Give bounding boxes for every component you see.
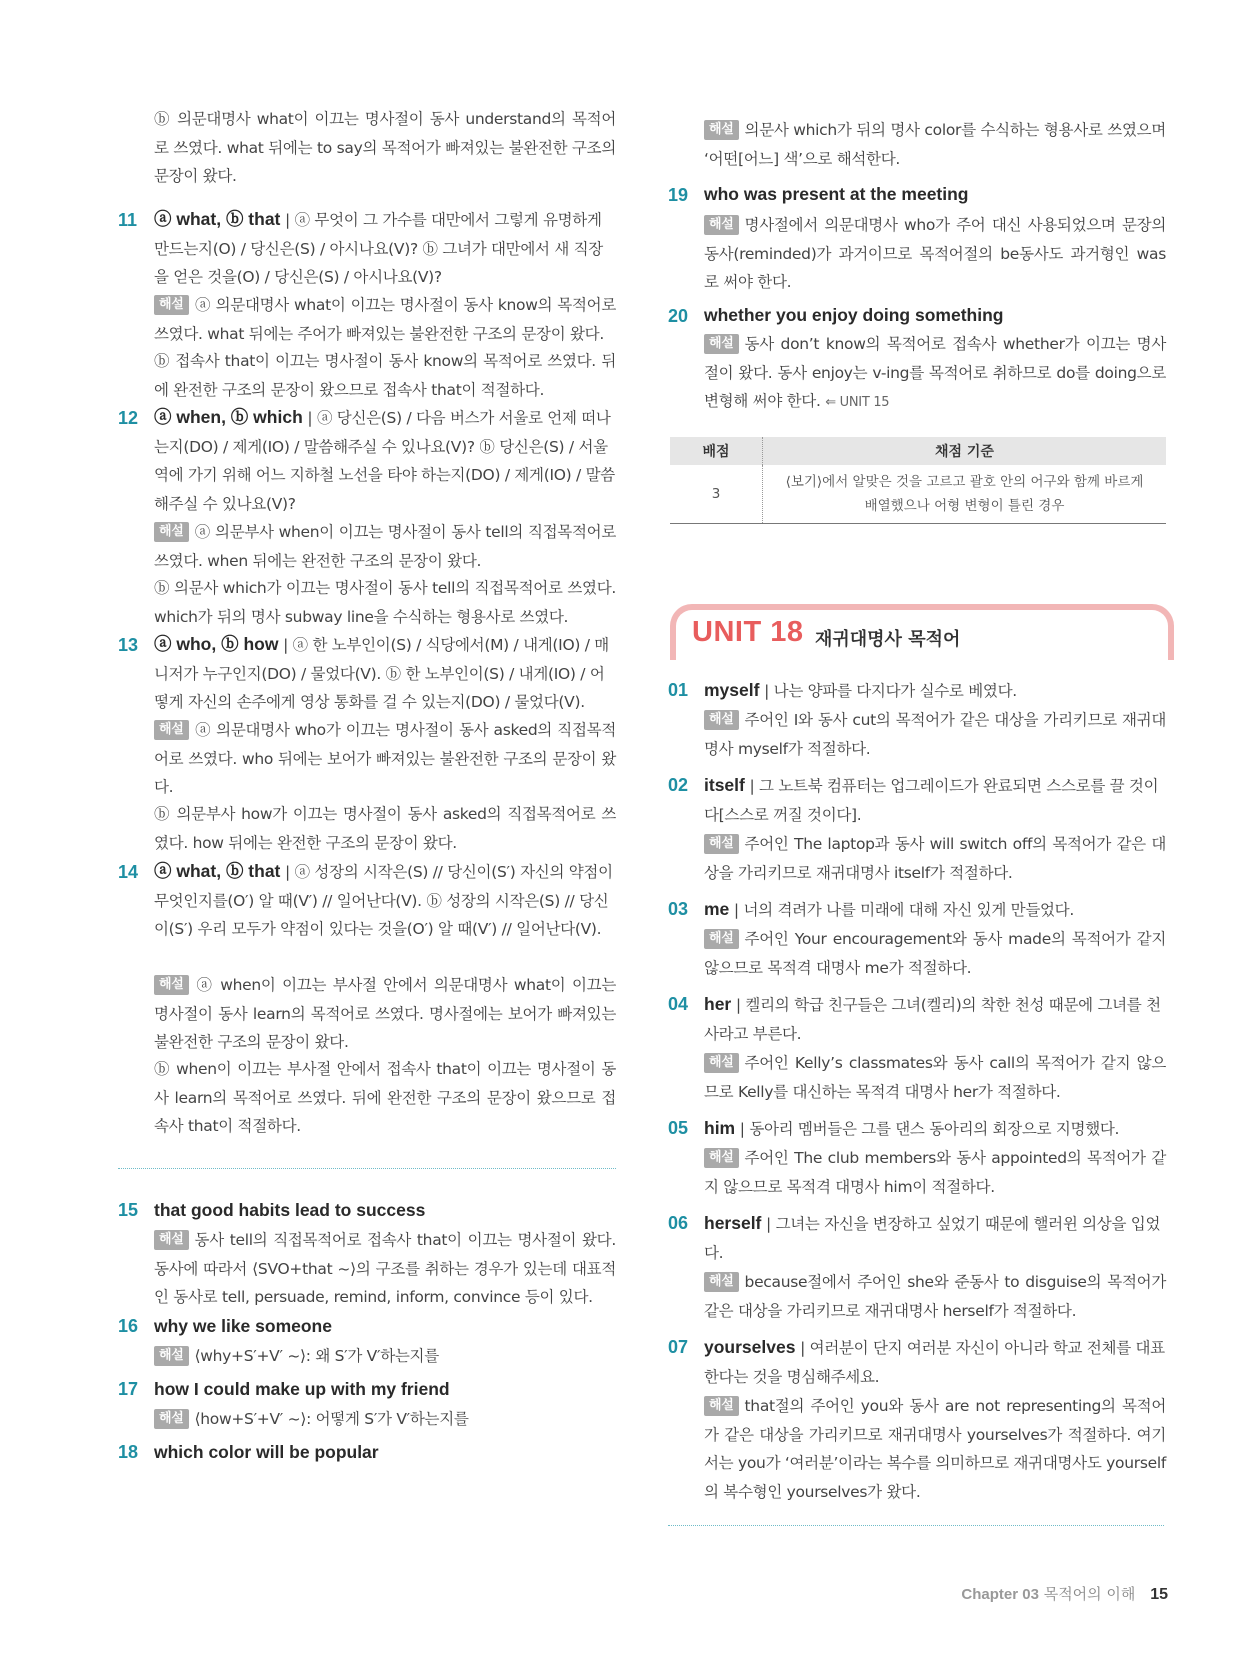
unit-reference: ⇐ UNIT 15 — [825, 395, 890, 410]
answer: which color will be popular — [154, 1442, 379, 1462]
explanation: 해설 동사 tell의 직접목적어로 접속사 that이 이끄는 명사절이 왔다. 동사에 따라서 ⟨SVO+that ~⟩의 구조를 취하는 경우가 있는데 대표적인 동사로 tell, persuade, remind, inform, convince 등이 있다. — [154, 1231, 616, 1306]
explanation-badge: 해설 — [704, 834, 739, 854]
answer: yourselves — [704, 1337, 796, 1357]
translation: ⓐ 성장의 시작은(S) // 당신이(S′) 자신의 약점이 무엇인지를(O′) 알 때(V′) // 일어난다(V). ⓑ 성장의 시작은(S) // 당신이(S′) 우리 모두가 약점이 있다는 것을(O′) 알 때(V′) // 일어난다(V). — [154, 863, 613, 938]
unit-title: UNIT 18 — [692, 616, 804, 648]
explanation: 해설 ⓐ 의문부사 when이 이끄는 명사절이 동사 tell의 직접목적어로 쓰였다. when 뒤에는 완전한 구조의 문장이 왔다. — [154, 523, 616, 570]
explanation: 해설 주어인 Your encouragement와 동사 made의 목적어가 같지 않으므로 목적격 대명사 me가 적절하다. — [704, 930, 1166, 977]
explanation-badge: 해설 — [704, 215, 739, 235]
explanation-badge: 해설 — [154, 1409, 189, 1429]
unit18-item-01: myself | 나는 양파를 다지다가 실수로 베였다. — [704, 680, 1017, 700]
explanation: 해설 ⟨how+S′+V′ ~⟩: 어떻게 S′가 V′하는지를 — [154, 1405, 616, 1434]
question-12: ⓐ when, ⓑ which | ⓐ 당신은(S) / 다음 버스가 서울로 언제 떠나는지(DO) / 제게(IO) / 말씀해주실 수 있나요(V)? ⓑ 당신은(S) / 서울역에 가기 위해 어느 지하철 노선을 타야 하는지(DO) / 제게(IO) / 말씀해주실 수 있나요(V)? — [154, 407, 615, 513]
answer: ⓐ when, ⓑ which — [154, 407, 303, 427]
criteria-header: 채점 기준 — [763, 437, 1167, 465]
question-number: 01 — [668, 680, 689, 700]
unit18-item-07: yourselves | 여러분이 단지 여러분 자신이 아니라 학교 전체를 대표한다는 것을 명심해주세요. — [704, 1337, 1165, 1386]
explanation-badge: 해설 — [704, 120, 739, 140]
explanation-badge: 해설 — [704, 1272, 739, 1292]
question-number: 13 — [118, 635, 139, 655]
question-number: 17 — [118, 1379, 139, 1399]
question-13: ⓐ who, ⓑ how | ⓐ 한 노부인이(S) / 식당에서(M) / 내게(IO) / 매니저가 누구인지(DO) / 물었다(V). ⓑ 한 노부인이(S) / 내게(IO) / 어떻게 자신의 손주에게 영상 통화를 걸 수 있는지(DO) / 물었다(V). — [154, 634, 609, 711]
explanation: 해설 주어인 Kelly’s classmates와 동사 call의 목적어가 같지 않으므로 Kelly를 대신하는 목적격 대명사 her가 적절하다. — [704, 1054, 1166, 1101]
question-17 — [154, 1375, 616, 1405]
explanation: 해설 주어인 The laptop과 동사 will switch off의 목적어가 같은 대상을 가리키므로 재귀대명사 itself가 적절하다. — [704, 835, 1166, 882]
question-number: 07 — [668, 1337, 689, 1357]
page-footer — [961, 1583, 1168, 1604]
question-16 — [154, 1312, 616, 1342]
explanation: 해설 명사절에서 의문대명사 who가 주어 대신 사용되었으며 문장의 동사(reminded)가 과거이므로 목적어절의 be동사도 과거형인 was로 써야 한다. — [704, 216, 1166, 291]
question-number: 19 — [668, 185, 689, 205]
question-19 — [704, 180, 1166, 210]
question-number: 02 — [668, 775, 689, 795]
question-number: 06 — [668, 1213, 689, 1233]
score-value: 3 — [670, 465, 763, 524]
question-18 — [154, 1438, 616, 1468]
translation: ⓐ 한 노부인이(S) / 식당에서(M) / 내게(IO) / 매니저가 누구인지(DO) / 물었다(V). ⓑ 한 노부인이(S) / 내게(IO) / 어떻게 자신의 손주에게 영상 통화를 걸 수 있는지(DO) / 물었다(V). — [154, 636, 609, 711]
score-header: 배점 — [670, 437, 763, 465]
unit18-item-06: herself | 그녀는 자신을 변장하고 싶었기 때문에 핼러윈 의상을 입었다. — [704, 1213, 1161, 1262]
question-number: 03 — [668, 899, 689, 919]
question-number: 12 — [118, 408, 139, 428]
explanation: 해설 ⓐ when이 이끄는 부사절 안에서 의문대명사 what이 이끄는 명사절이 동사 learn의 목적어로 쓰였다. 명사절에는 보어가 빠져있는 불완전한 구조의 문장이 왔다. — [154, 976, 616, 1051]
answer: herself — [704, 1213, 762, 1233]
question-15 — [154, 1196, 616, 1226]
section-divider — [668, 1525, 1164, 1526]
explanation-badge: 해설 — [154, 975, 189, 995]
explanation-badge: 해설 — [704, 334, 739, 354]
explanation: 해설 ⟨why+S′+V′ ~⟩: 왜 S′가 V′하는지를 — [154, 1342, 616, 1371]
answer: ⓐ what, ⓑ that — [154, 209, 281, 229]
answer: how I could make up with my friend — [154, 1379, 450, 1399]
unit18-item-02: itself | 그 노트북 컴퓨터는 업그레이드가 완료되면 스스로를 끌 것이다[스스로 꺼질 것이다]. — [704, 775, 1159, 824]
explanation: 해설 주어인 I와 동사 cut의 목적어가 같은 대상을 가리키므로 재귀대명사 myself가 적절하다. — [704, 711, 1166, 758]
explanation-badge: 해설 — [154, 295, 189, 315]
translation: ⓐ 당신은(S) / 다음 버스가 서울로 언제 떠나는지(DO) / 제게(IO) / 말씀해주실 수 있나요(V)? ⓑ 당신은(S) / 서울역에 가기 위해 어느 지하철 노선을 타야 하는지(DO) / 제게(IO) / 말씀해주실 수 있나요(V)? — [154, 409, 615, 513]
question-number: 15 — [118, 1200, 139, 1220]
unit18-item-05: him | 동아리 멤버들은 그를 댄스 동아리의 회장으로 지명했다. — [704, 1118, 1120, 1138]
explanation-b: ⓑ 의문사 which가 이끄는 명사절이 동사 tell의 직접목적어로 쓰였다. which가 뒤의 명사 subway line을 수식하는 형용사로 쓰였다. — [154, 579, 616, 626]
question-number: 05 — [668, 1118, 689, 1138]
chapter-title: 목적어의 이해 — [1043, 1585, 1136, 1603]
question-11: ⓐ what, ⓑ that | ⓐ 무엇이 그 가수를 대만에서 그렇게 유명하게 만드는지(O) / 당신은(S) / 아시나요(V)? ⓑ 그녀가 대만에서 새 직장을 얻은 것을(O) / 당신은(S) / 아시나요(V)? — [154, 209, 603, 286]
question-number: 14 — [118, 862, 139, 882]
explanation-b: ⓑ 접속사 that이 이끄는 명사절이 동사 know의 목적어로 쓰였다. 뒤에 완전한 구조의 문장이 왔으므로 접속사 that이 적절하다. — [154, 352, 616, 399]
question-number: 16 — [118, 1316, 139, 1336]
unit18-item-03: me | 너의 격려가 나를 미래에 대해 자신 있게 만들었다. — [704, 899, 1074, 919]
question-number: 18 — [118, 1442, 139, 1462]
unit18-item-04: her | 켈리의 학급 친구들은 그녀(켈리)의 착한 천성 때문에 그녀를 천사라고 부른다. — [704, 994, 1161, 1043]
explanation-badge: 해설 — [704, 929, 739, 949]
explanation-b: ⓑ when이 이끄는 부사절 안에서 접속사 that이 이끄는 명사절이 동사 learn의 목적어로 쓰였다. 뒤에 완전한 구조의 문장이 왔으므로 접속사 that이 적절하다. — [154, 1060, 616, 1135]
explanation: 해설 that절의 주어인 you와 동사 are not representing의 목적어가 같은 대상을 가리키므로 재귀대명사 yourselves가 적절하다. 여기서는 you가 ‘여러분’이라는 복수를 의미하므로 재귀대명사도 yourself의 복수형인 yourselves가 왔다. — [704, 1397, 1166, 1501]
translation: ⓐ 무엇이 그 가수를 대만에서 그렇게 유명하게 만드는지(O) / 당신은(S) / 아시나요(V)? ⓑ 그녀가 대만에서 새 직장을 얻은 것을(O) / 당신은(S) / 아시나요(V)? — [154, 211, 603, 286]
answer: who was present at the meeting — [704, 184, 969, 204]
page-number: 15 — [1150, 1586, 1168, 1603]
explanation: 해설 ⓐ 의문대명사 who가 이끄는 명사절이 동사 asked의 직접목적어로 쓰였다. who 뒤에는 보어가 빠져있는 불완전한 구조의 문장이 왔다. — [154, 721, 616, 796]
section-divider — [118, 1168, 616, 1169]
scoring-table — [670, 437, 1166, 524]
answer: itself — [704, 775, 745, 795]
answer: ⓐ who, ⓑ how — [154, 634, 279, 654]
answer: him — [704, 1118, 736, 1138]
explanation: 해설 because절에서 주어인 she와 준동사 to disguise의 목적어가 같은 대상을 가리키므로 재귀대명사 herself가 적절하다. — [704, 1273, 1166, 1320]
question-14: ⓐ what, ⓑ that | ⓐ 성장의 시작은(S) // 당신이(S′) 자신의 약점이 무엇인지를(O′) 알 때(V′) // 일어난다(V). ⓑ 성장의 시작은(S) // 당신이(S′) 우리 모두가 약점이 있다는 것을(O′) 알 때(V′) // 일어난다(V). — [154, 861, 613, 938]
answer: myself — [704, 680, 760, 700]
explanation-badge: 해설 — [154, 720, 189, 740]
answer: whether you enjoy doing something — [704, 305, 1004, 325]
explanation-badge: 해설 — [154, 1346, 189, 1366]
question-number: 11 — [118, 210, 138, 230]
answer: ⓐ what, ⓑ that — [154, 861, 281, 881]
explanation: 해설 ⓐ 의문대명사 what이 이끄는 명사절이 동사 know의 목적어로 쓰였다. what 뒤에는 주어가 빠져있는 불완전한 구조의 문장이 왔다. — [154, 296, 616, 343]
explanation-badge: 해설 — [704, 1053, 739, 1073]
answer: her — [704, 994, 732, 1014]
chapter-label: Chapter 03 — [961, 1586, 1039, 1603]
answer: why we like someone — [154, 1316, 332, 1336]
unit-subtitle: 재귀대명사 목적어 — [815, 629, 961, 650]
explanation: 해설 동사 don’t know의 목적어로 접속사 whether가 이끄는 명사절이 왔다. 동사 enjoy는 v-ing를 목적어로 취하므로 do를 doing으로 변형해 써야 한다. ⇐ UNIT 15 — [704, 335, 1166, 410]
explanation-badge: 해설 — [154, 522, 189, 542]
q18-explanation: 해설 의문사 which가 뒤의 명사 color를 수식하는 형용사로 쓰였으며 ‘어떤[어느] 색’으로 해석한다. — [704, 121, 1166, 168]
answer: me — [704, 899, 730, 919]
explanation-b: ⓑ 의문부사 how가 이끄는 명사절이 동사 asked의 직접목적어로 쓰였다. how 뒤에는 완전한 구조의 문장이 왔다. — [154, 805, 616, 852]
criteria-text: ⟨보기⟩에서 알맞은 것을 고르고 괄호 안의 어구와 함께 바르게 배열했으나 어형 변형이 틀린 경우 — [763, 465, 1167, 524]
explanation-badge: 해설 — [704, 1396, 739, 1416]
explanation-badge: 해설 — [704, 1148, 739, 1168]
question-20 — [704, 301, 1166, 331]
answer: that good habits lead to success — [154, 1200, 426, 1220]
question-number: 20 — [668, 306, 689, 326]
question-number: 04 — [668, 994, 689, 1014]
q10-explanation-b: ⓑ 의문대명사 what이 이끄는 명사절이 동사 understand의 목적어로 쓰였다. what 뒤에는 to say의 목적어가 빠져있는 불완전한 구조의 문장이 왔다. — [154, 110, 616, 185]
explanation-badge: 해설 — [704, 710, 739, 730]
explanation-badge: 해설 — [154, 1230, 189, 1250]
explanation: 해설 주어인 The club members와 동사 appointed의 목적어가 같지 않으므로 목적격 대명사 him이 적절하다. — [704, 1149, 1166, 1196]
